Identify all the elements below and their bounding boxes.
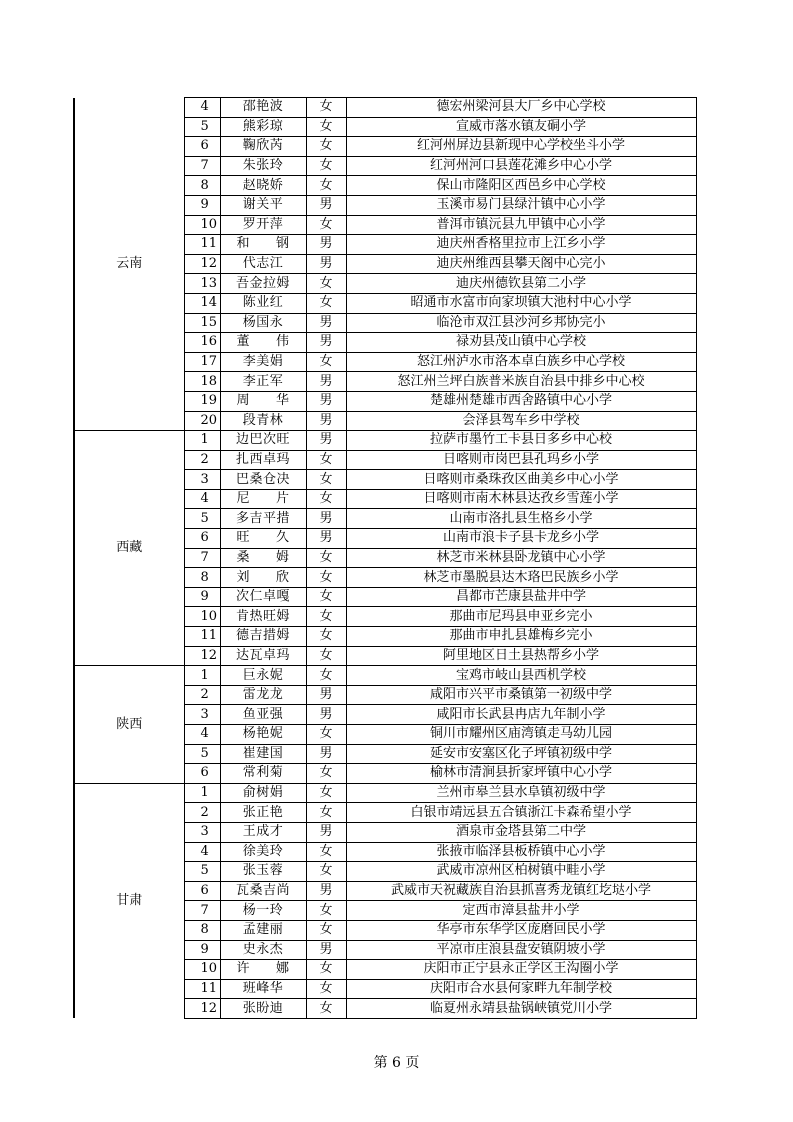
row-number-cell: 5 xyxy=(184,509,220,529)
row-number-cell: 2 xyxy=(184,450,220,470)
gender-cell: 男 xyxy=(306,254,346,274)
gender-cell: 女 xyxy=(306,960,346,980)
school-cell: 咸阳市兴平市桑镇第一初级中学 xyxy=(346,685,696,705)
teacher-name-cell: 边巴次旺 xyxy=(220,431,306,451)
school-cell: 怒江州兰坪白族普米族自治县中排乡中心校 xyxy=(346,372,696,392)
school-cell: 临夏州永靖县盐锅峡镇党川小学 xyxy=(346,999,696,1019)
school-cell: 禄劝县茂山镇中心学校 xyxy=(346,333,696,353)
school-cell: 山南市浪卡子县卡龙乡小学 xyxy=(346,529,696,549)
teacher-name-cell: 扎西卓玛 xyxy=(220,450,306,470)
gender-cell: 女 xyxy=(306,450,346,470)
gender-cell: 女 xyxy=(306,627,346,647)
school-cell: 玉溪市易门县绿汁镇中心小学 xyxy=(346,195,696,215)
teacher-name-cell: 张盼迪 xyxy=(220,999,306,1019)
school-cell: 咸阳市长武县冉店九年制小学 xyxy=(346,705,696,725)
school-cell: 德宏州梁河县大厂乡中心学校 xyxy=(346,98,696,118)
row-number-cell: 13 xyxy=(184,274,220,294)
table-row xyxy=(74,666,696,686)
row-number-cell: 11 xyxy=(184,627,220,647)
row-number-cell: 10 xyxy=(184,215,220,235)
teacher-name-cell: 鞠欣芮 xyxy=(220,137,306,157)
school-cell: 林芝市米林县卧龙镇中心小学 xyxy=(346,548,696,568)
teacher-name-cell: 段青林 xyxy=(220,411,306,431)
teacher-name-cell: 常利菊 xyxy=(220,764,306,784)
gender-cell: 女 xyxy=(306,489,346,509)
teacher-name-cell: 熊彩琼 xyxy=(220,117,306,137)
row-number-cell: 8 xyxy=(184,920,220,940)
school-cell: 山南市洛扎县生格乡小学 xyxy=(346,509,696,529)
teacher-name-cell: 李正军 xyxy=(220,372,306,392)
table-row xyxy=(74,98,696,118)
school-cell: 红河州河口县莲花滩乡中心小学 xyxy=(346,156,696,176)
gender-cell: 女 xyxy=(306,568,346,588)
gender-cell: 女 xyxy=(306,117,346,137)
province-group xyxy=(74,431,696,666)
row-number-cell: 6 xyxy=(184,764,220,784)
gender-cell: 男 xyxy=(306,411,346,431)
teacher-name-cell: 张正艳 xyxy=(220,803,306,823)
gender-cell: 男 xyxy=(306,372,346,392)
school-cell: 拉萨市墨竹工卡县日多乡中心校 xyxy=(346,431,696,451)
school-cell: 那曲市尼玛县申亚乡完小 xyxy=(346,607,696,627)
school-cell: 临沧市双江县沙河乡邦协完小 xyxy=(346,313,696,333)
teacher-name-cell: 孟建丽 xyxy=(220,920,306,940)
province-group xyxy=(74,98,696,431)
gender-cell: 女 xyxy=(306,666,346,686)
teacher-name-cell: 张玉蓉 xyxy=(220,862,306,882)
gender-cell: 女 xyxy=(306,979,346,999)
gender-cell: 男 xyxy=(306,313,346,333)
gender-cell: 男 xyxy=(306,235,346,255)
teacher-name-cell: 旺 久 xyxy=(220,529,306,549)
row-number-cell: 11 xyxy=(184,979,220,999)
row-number-cell: 4 xyxy=(184,725,220,745)
table-row xyxy=(74,783,696,803)
row-number-cell: 4 xyxy=(184,98,220,118)
gender-cell: 女 xyxy=(306,920,346,940)
page-footer: 第 6 页 xyxy=(373,1055,420,1071)
school-cell: 榆林市清涧县折家坪镇中心小学 xyxy=(346,764,696,784)
gender-cell: 女 xyxy=(306,215,346,235)
row-number-cell: 3 xyxy=(184,470,220,490)
school-cell: 宣威市落水镇友硐小学 xyxy=(346,117,696,137)
gender-cell: 男 xyxy=(306,509,346,529)
school-cell: 庆阳市合水县何家畔九年制学校 xyxy=(346,979,696,999)
gender-cell: 女 xyxy=(306,725,346,745)
teacher-name-cell: 多吉平措 xyxy=(220,509,306,529)
gender-cell: 女 xyxy=(306,137,346,157)
gender-cell: 女 xyxy=(306,587,346,607)
teacher-name-cell: 陈业红 xyxy=(220,293,306,313)
school-cell: 日喀则市桑珠孜区曲美乡中心小学 xyxy=(346,470,696,490)
row-number-cell: 18 xyxy=(184,372,220,392)
gender-cell: 女 xyxy=(306,352,346,372)
school-cell: 宝鸡市岐山县西机学校 xyxy=(346,666,696,686)
teacher-name-cell: 杨国永 xyxy=(220,313,306,333)
teacher-name-cell: 代志江 xyxy=(220,254,306,274)
teacher-name-cell: 吾金拉姆 xyxy=(220,274,306,294)
gender-cell: 女 xyxy=(306,764,346,784)
gender-cell: 男 xyxy=(306,940,346,960)
row-number-cell: 9 xyxy=(184,587,220,607)
teacher-name-cell: 朱张玲 xyxy=(220,156,306,176)
gender-cell: 女 xyxy=(306,176,346,196)
gender-cell: 女 xyxy=(306,803,346,823)
teacher-name-cell: 和 钢 xyxy=(220,235,306,255)
school-cell: 会泽县驾车乡中学校 xyxy=(346,411,696,431)
row-number-cell: 14 xyxy=(184,293,220,313)
teacher-name-cell: 尼 片 xyxy=(220,489,306,509)
teacher-name-cell: 瓦桑吉尚 xyxy=(220,881,306,901)
row-number-cell: 1 xyxy=(184,783,220,803)
school-cell: 铜川市耀州区庙湾镇走马幼儿园 xyxy=(346,725,696,745)
school-cell: 定西市漳县盐井小学 xyxy=(346,901,696,921)
school-cell: 延安市安塞区化子坪镇初级中学 xyxy=(346,744,696,764)
row-number-cell: 1 xyxy=(184,431,220,451)
gender-cell: 男 xyxy=(306,705,346,725)
gender-cell: 女 xyxy=(306,783,346,803)
row-number-cell: 20 xyxy=(184,411,220,431)
gender-cell: 男 xyxy=(306,685,346,705)
teacher-name-cell: 巨永妮 xyxy=(220,666,306,686)
gender-cell: 女 xyxy=(306,646,346,666)
teacher-name-cell: 周 华 xyxy=(220,391,306,411)
gender-cell: 女 xyxy=(306,274,346,294)
gender-cell: 女 xyxy=(306,293,346,313)
gender-cell: 女 xyxy=(306,999,346,1019)
row-number-cell: 12 xyxy=(184,254,220,274)
teacher-name-cell: 杨艳妮 xyxy=(220,725,306,745)
school-cell: 阿里地区日土县热帮乡小学 xyxy=(346,646,696,666)
row-number-cell: 10 xyxy=(184,607,220,627)
row-number-cell: 19 xyxy=(184,391,220,411)
school-cell: 保山市隆阳区西邑乡中心学校 xyxy=(346,176,696,196)
teacher-name-cell: 巴桑仓决 xyxy=(220,470,306,490)
row-number-cell: 1 xyxy=(184,666,220,686)
teacher-name-cell: 杨一玲 xyxy=(220,901,306,921)
row-number-cell: 2 xyxy=(184,803,220,823)
teacher-name-cell: 邵艳波 xyxy=(220,98,306,118)
teacher-name-cell: 肯热旺姆 xyxy=(220,607,306,627)
row-number-cell: 6 xyxy=(184,881,220,901)
gender-cell: 男 xyxy=(306,529,346,549)
teacher-name-cell: 雷龙龙 xyxy=(220,685,306,705)
row-number-cell: 5 xyxy=(184,744,220,764)
row-number-cell: 6 xyxy=(184,529,220,549)
table-row xyxy=(74,431,696,451)
school-cell: 那曲市申扎县雄梅乡完小 xyxy=(346,627,696,647)
teacher-name-cell: 王成才 xyxy=(220,822,306,842)
teacher-name-cell: 德吉措姆 xyxy=(220,627,306,647)
row-number-cell: 8 xyxy=(184,176,220,196)
row-number-cell: 9 xyxy=(184,195,220,215)
row-number-cell: 12 xyxy=(184,999,220,1019)
gender-cell: 女 xyxy=(306,842,346,862)
gender-cell: 女 xyxy=(306,607,346,627)
row-number-cell: 8 xyxy=(184,568,220,588)
roster-table xyxy=(73,97,697,1019)
teacher-name-cell: 鱼亚强 xyxy=(220,705,306,725)
province-cell: 甘肃 xyxy=(74,783,184,1018)
gender-cell: 男 xyxy=(306,195,346,215)
school-cell: 迪庆州德钦县第二小学 xyxy=(346,274,696,294)
row-number-cell: 6 xyxy=(184,137,220,157)
school-cell: 白银市靖远县五合镇浙江卡森希望小学 xyxy=(346,803,696,823)
row-number-cell: 4 xyxy=(184,842,220,862)
school-cell: 日喀则市南木林县达孜乡雪莲小学 xyxy=(346,489,696,509)
row-number-cell: 9 xyxy=(184,940,220,960)
gender-cell: 男 xyxy=(306,333,346,353)
teacher-name-cell: 刘 欣 xyxy=(220,568,306,588)
teacher-name-cell: 俞树娟 xyxy=(220,783,306,803)
teacher-name-cell: 桑 姆 xyxy=(220,548,306,568)
row-number-cell: 12 xyxy=(184,646,220,666)
gender-cell: 女 xyxy=(306,156,346,176)
teacher-name-cell: 许 娜 xyxy=(220,960,306,980)
teacher-name-cell: 罗开萍 xyxy=(220,215,306,235)
teacher-name-cell: 董 伟 xyxy=(220,333,306,353)
row-number-cell: 10 xyxy=(184,960,220,980)
teacher-name-cell: 李美娟 xyxy=(220,352,306,372)
gender-cell: 女 xyxy=(306,470,346,490)
school-cell: 普洱市镇沅县九甲镇中心小学 xyxy=(346,215,696,235)
row-number-cell: 5 xyxy=(184,117,220,137)
province-cell: 云南 xyxy=(74,98,184,431)
roster-sheet xyxy=(73,97,695,1019)
row-number-cell: 11 xyxy=(184,235,220,255)
school-cell: 林芝市墨脱县达木珞巴民族乡小学 xyxy=(346,568,696,588)
teacher-name-cell: 徐美玲 xyxy=(220,842,306,862)
row-number-cell: 16 xyxy=(184,333,220,353)
school-cell: 兰州市皋兰县水阜镇初级中学 xyxy=(346,783,696,803)
school-cell: 昭通市水富市向家坝镇大池村中心小学 xyxy=(346,293,696,313)
school-cell: 华亭市东华学区庞磨回民小学 xyxy=(346,920,696,940)
province-group xyxy=(74,666,696,784)
row-number-cell: 2 xyxy=(184,685,220,705)
teacher-name-cell: 达瓦卓玛 xyxy=(220,646,306,666)
school-cell: 武威市凉州区柏树镇中畦小学 xyxy=(346,862,696,882)
gender-cell: 男 xyxy=(306,881,346,901)
school-cell: 庆阳市正宁县永正学区王沟圈小学 xyxy=(346,960,696,980)
gender-cell: 女 xyxy=(306,98,346,118)
province-cell: 西藏 xyxy=(74,431,184,666)
gender-cell: 女 xyxy=(306,548,346,568)
school-cell: 昌都市芒康县盐井中学 xyxy=(346,587,696,607)
teacher-name-cell: 崔建国 xyxy=(220,744,306,764)
school-cell: 怒江州泸水市洛本卓白族乡中心学校 xyxy=(346,352,696,372)
school-cell: 楚雄州楚雄市西舍路镇中心小学 xyxy=(346,391,696,411)
gender-cell: 女 xyxy=(306,862,346,882)
gender-cell: 男 xyxy=(306,822,346,842)
row-number-cell: 7 xyxy=(184,901,220,921)
row-number-cell: 15 xyxy=(184,313,220,333)
school-cell: 红河州屏边县新现中心学校坐斗小学 xyxy=(346,137,696,157)
gender-cell: 男 xyxy=(306,391,346,411)
province-cell: 陕西 xyxy=(74,666,184,784)
school-cell: 日喀则市岗巴县孔玛乡小学 xyxy=(346,450,696,470)
school-cell: 武威市天祝藏族自治县抓喜秀龙镇红圪垯小学 xyxy=(346,881,696,901)
school-cell: 张掖市临泽县板桥镇中心小学 xyxy=(346,842,696,862)
row-number-cell: 4 xyxy=(184,489,220,509)
school-cell: 迪庆州维西县攀天阁中心完小 xyxy=(346,254,696,274)
teacher-name-cell: 赵晓娇 xyxy=(220,176,306,196)
row-number-cell: 3 xyxy=(184,822,220,842)
teacher-name-cell: 谢关平 xyxy=(220,195,306,215)
row-number-cell: 7 xyxy=(184,156,220,176)
row-number-cell: 7 xyxy=(184,548,220,568)
teacher-name-cell: 次仁卓嘎 xyxy=(220,587,306,607)
gender-cell: 男 xyxy=(306,744,346,764)
teacher-name-cell: 班峰华 xyxy=(220,979,306,999)
row-number-cell: 5 xyxy=(184,862,220,882)
school-cell: 迪庆州香格里拉市上江乡小学 xyxy=(346,235,696,255)
gender-cell: 女 xyxy=(306,901,346,921)
school-cell: 平凉市庄浪县盘安镇阴坡小学 xyxy=(346,940,696,960)
gender-cell: 男 xyxy=(306,431,346,451)
school-cell: 酒泉市金塔县第二中学 xyxy=(346,822,696,842)
province-group xyxy=(74,783,696,1018)
row-number-cell: 17 xyxy=(184,352,220,372)
row-number-cell: 3 xyxy=(184,705,220,725)
teacher-name-cell: 史永杰 xyxy=(220,940,306,960)
